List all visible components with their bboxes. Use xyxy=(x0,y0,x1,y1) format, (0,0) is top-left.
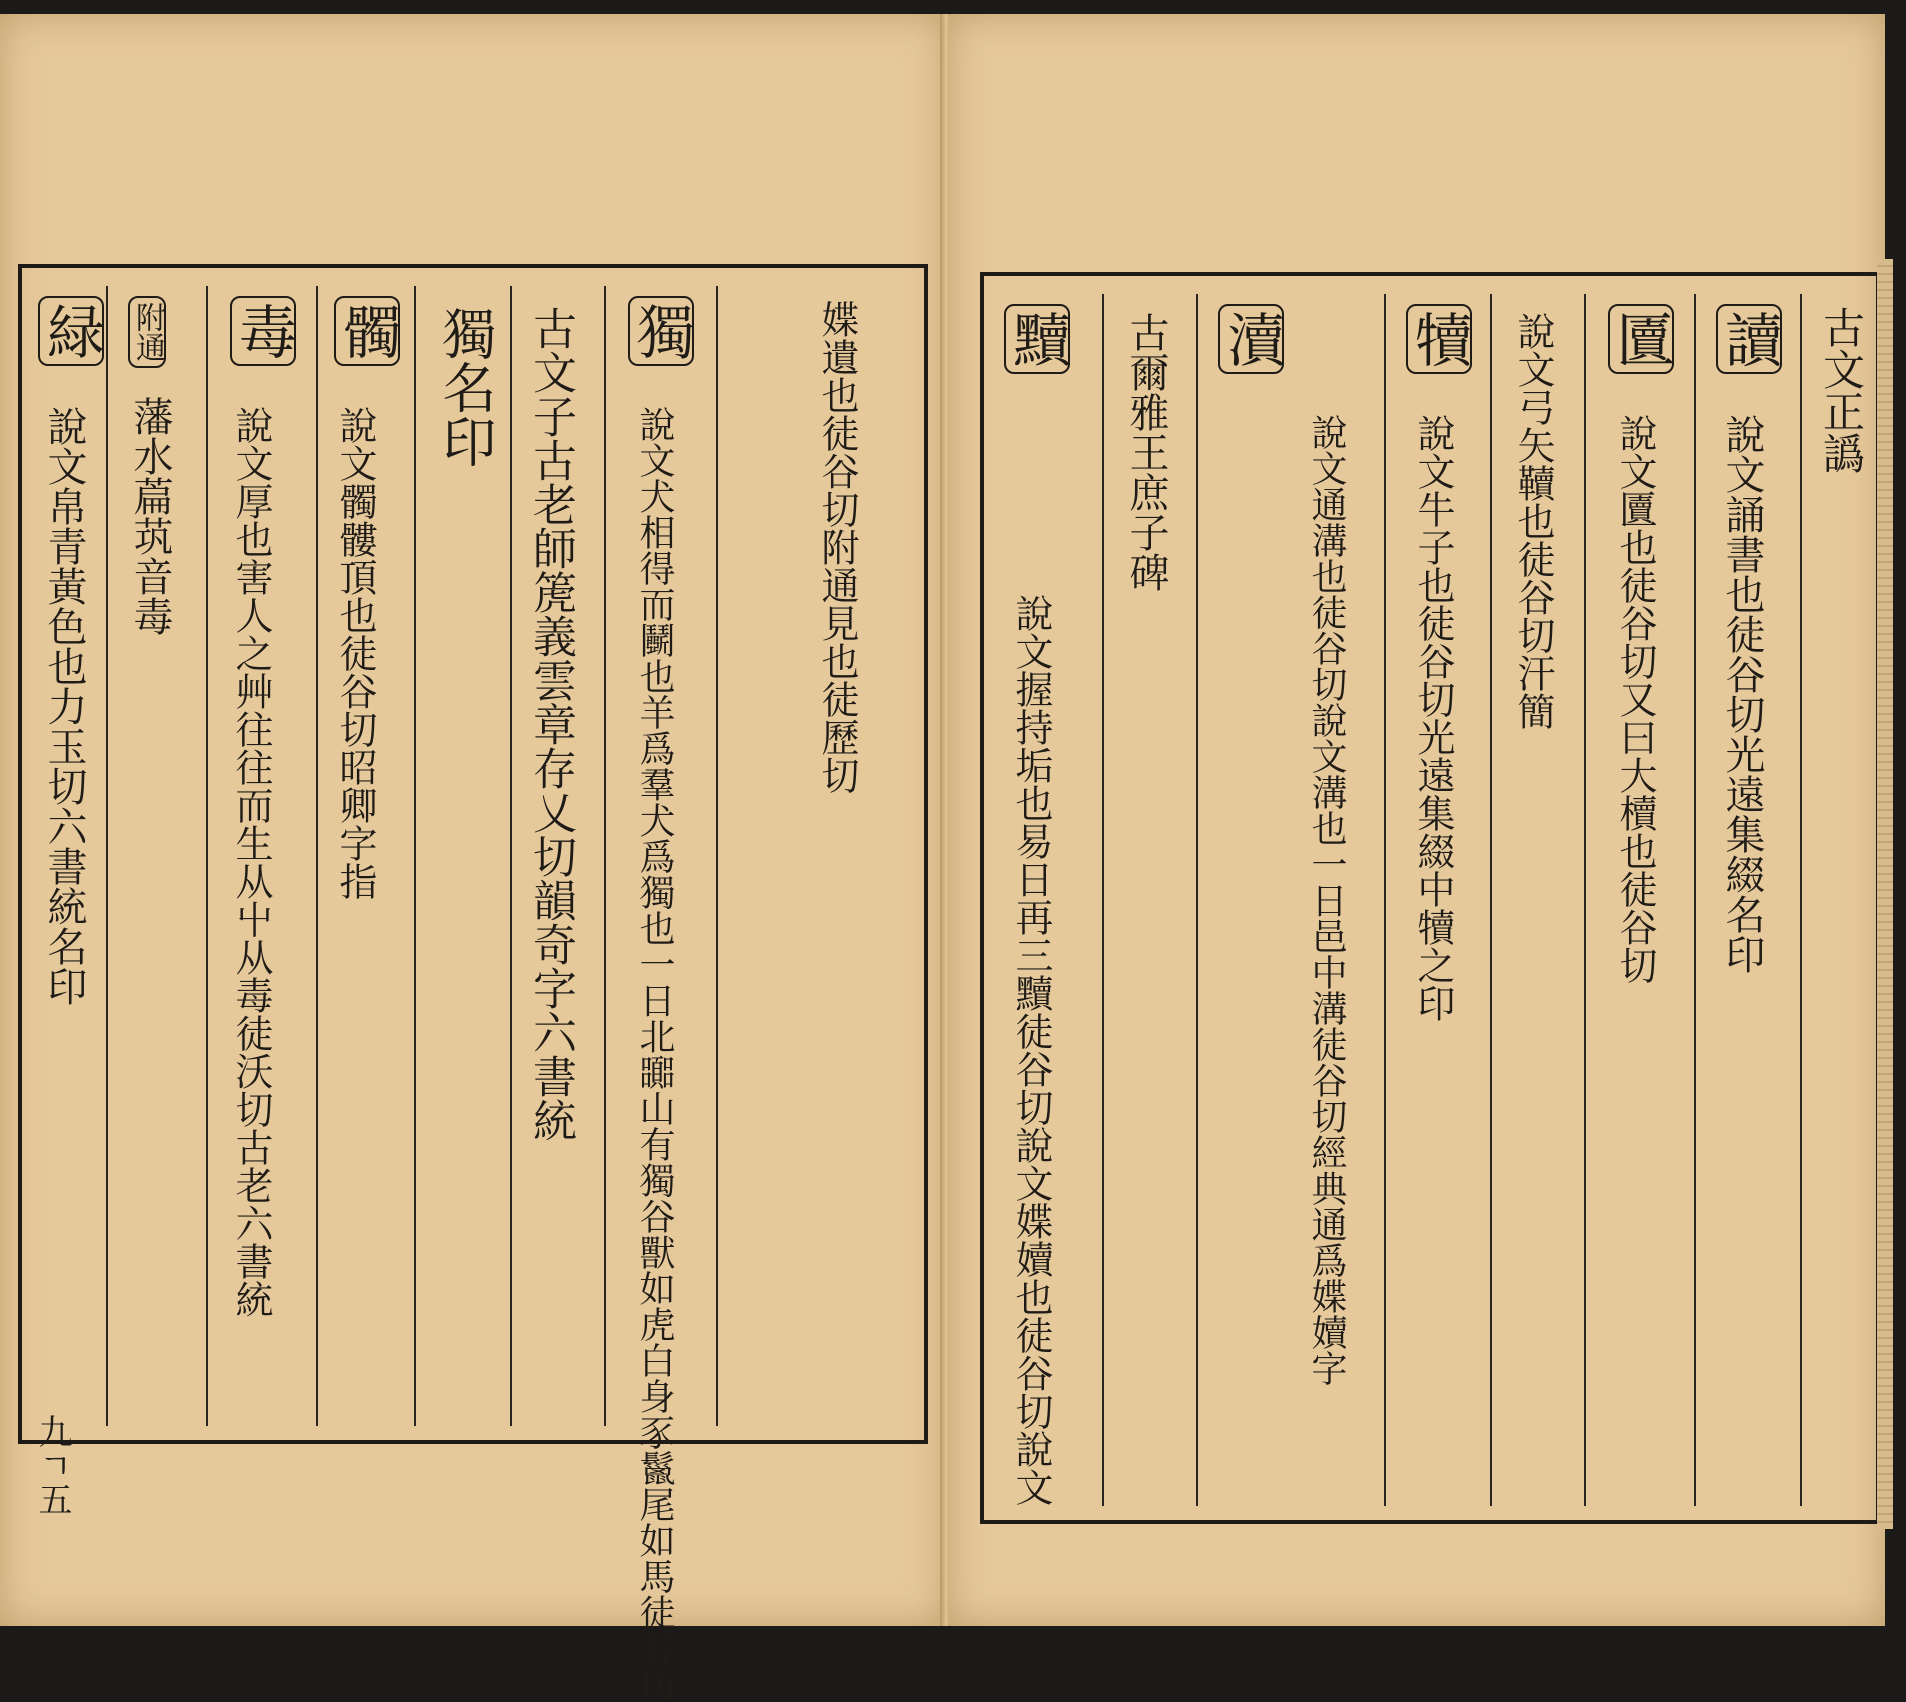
column-text: 說文匵也徒谷切又曰大櫝也徒谷切 xyxy=(1613,414,1657,984)
column-text: 說文厚也害人之艸往往而生从屮从毒徒沃切古老六書統 xyxy=(229,406,273,1318)
left-column-8 xyxy=(716,286,924,1426)
right-column-8 xyxy=(1800,294,1878,1506)
column-head: 匵 xyxy=(1608,304,1674,374)
right-column-5 xyxy=(1490,294,1584,1506)
right-page xyxy=(948,14,1885,1626)
column-head: 附通 xyxy=(128,296,166,368)
right-text-frame xyxy=(980,272,1880,1524)
column-head: 毒 xyxy=(230,296,296,366)
column-text: 藩水萹茿音毒 xyxy=(127,396,173,636)
right-column-6 xyxy=(1584,294,1694,1506)
column-text: 說文帛青黃色也力玉切六書統名印 xyxy=(41,406,87,1006)
left-page xyxy=(0,14,946,1702)
right-column-1 xyxy=(984,294,1100,1506)
left-column-4 xyxy=(316,286,414,1426)
column-text: 說文弓矢韇也徒谷切汗簡 xyxy=(1511,312,1555,730)
column-text: 媟遺也徒谷切附通見也徒歷切 xyxy=(815,300,859,794)
folio-number: 九ㄱ五 xyxy=(32,1414,72,1516)
column-head: 讀 xyxy=(1716,304,1782,374)
right-column-7 xyxy=(1694,294,1800,1506)
column-text: 說文牛子也徒谷切光遠集綴中犢之印 xyxy=(1411,414,1455,1022)
column-text: 古爾雅王庶子碑 xyxy=(1123,312,1169,592)
column-text: 說文誦書也徒谷切光遠集綴名印 xyxy=(1719,414,1765,974)
column-head: 獨 xyxy=(628,296,694,366)
column-text: 說文握持垢也易日再三黷徒谷切說文媟嬻也徒谷切說文 xyxy=(1009,594,1053,1506)
left-column-6 xyxy=(510,286,604,1426)
column-text: 古文正譌 xyxy=(1817,306,1866,474)
column-head: 黷 xyxy=(1004,304,1070,374)
left-column-1 xyxy=(22,286,104,1426)
right-column-2 xyxy=(1102,294,1196,1506)
left-column-7 xyxy=(604,286,716,1702)
page-edge xyxy=(1877,259,1893,1529)
column-head: 髑 xyxy=(334,296,400,366)
column-text: 說文髑髏頂也徒谷切昭卿字指 xyxy=(333,406,377,900)
column-text: 獨名印 xyxy=(434,306,497,468)
left-column-3 xyxy=(206,286,316,1426)
left-column-2 xyxy=(106,286,206,1426)
right-column-3 xyxy=(1196,294,1384,1506)
column-head: 瀆 xyxy=(1218,304,1284,374)
column-head: 緑 xyxy=(38,296,104,366)
column-text: 古文子古老師箎義雲章存乂切韻奇字六書統 xyxy=(525,306,576,1142)
left-column-5 xyxy=(414,286,510,1426)
column-head: 犢 xyxy=(1406,304,1472,374)
column-text: 說文犬相得而鬭也羊爲羣犬爲獨也一日北嚻山有獨谷獸如虎白身豕鬣尾如馬徒谷切 xyxy=(634,406,675,1702)
column-text: 說文通溝也徒谷切說文溝也一日邑中溝徒谷切經典通爲媟嬻字 xyxy=(1306,414,1347,1386)
right-column-4 xyxy=(1384,294,1490,1506)
